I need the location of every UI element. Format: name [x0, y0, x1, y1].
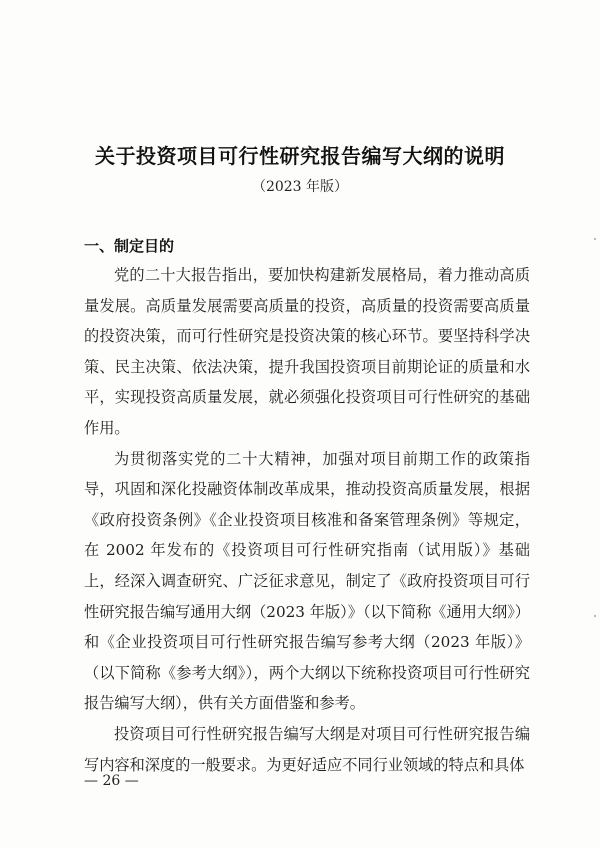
document-title: 关于投资项目可行性研究报告编写大纲的说明	[95, 144, 505, 168]
section-heading: 一、制定目的	[84, 237, 175, 255]
document-subtitle: （2023 年版）	[251, 179, 349, 195]
page-number: — 26 —	[84, 773, 139, 789]
scan-speck	[594, 238, 596, 240]
document-body	[84, 260, 530, 780]
paragraph: 为贯彻落实党的二十大精神，加强对项目前期工作的政策指导，巩固和深化投融资体制改革成果，推动投资高质量发展，根据《政府投资条例》《企业投资项目核准和备案管理条例》等规定，在 2002 年发布的《投资项目可行性研究指南（试用版）》基础上，经深入调查研究、广泛征求意见，制定了《政府投资项目可行性研究报告编写通用大纲（2023 年版）》（以下简称《通用大纲》）和《企业投资项目可行性研究报告编写参考大纲（2023 年版）》（以下简称《参考大纲》），两个大纲以下统称投资项目可行性研究报告编写大纲），供有关方面借鉴和参考。	[84, 449, 530, 713]
paragraph: 党的二十大报告指出，要加快构建新发展格局，着力推动高质量发展。高质量发展需要高质量的投资，高质量的投资需要高质量的投资决策，而可行性研究是投资决策的核心环节。要坚持科学决策、民主决策、依法决策，提升我国投资项目前期论证的质量和水平，实现投资高质量发展，就必须强化投资项目可行性研究的基础作用。	[84, 266, 530, 437]
scan-speck	[594, 615, 596, 617]
paragraph: 投资项目可行性研究报告编写大纲是对项目可行性研究报告编写内容和深度的一般要求。为更好适应不同行业领域的特点和具体	[84, 724, 530, 774]
